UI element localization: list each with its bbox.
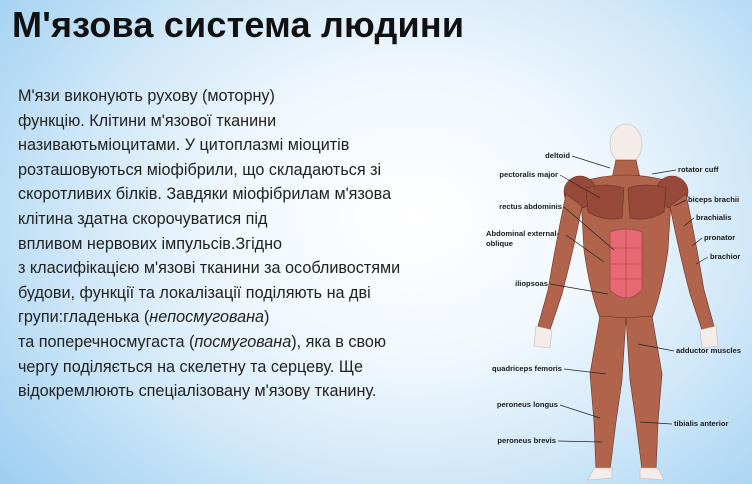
text-line: розташовуються міофібрили, що складаються зі <box>18 160 382 179</box>
text-line: з класифікацією м'язові тканини за особливостями <box>18 259 401 278</box>
right-foot <box>640 468 664 480</box>
left-arm-muscles <box>538 194 582 330</box>
left-leg-muscles <box>590 316 626 470</box>
text-line: відокремлюють спеціалізовану м'язову тканину. <box>18 382 377 401</box>
right-hand <box>700 326 718 348</box>
label-deltoid: deltoid <box>545 151 570 160</box>
label-biceps-brachii: biceps brachii <box>688 195 740 204</box>
muscle-anatomy-figure <box>476 122 752 484</box>
anatomy-diagram <box>476 122 752 484</box>
slide-title: М'язова система людини <box>12 4 465 45</box>
text-line: впливом нервових імпульсів.Згідно <box>18 234 283 253</box>
left-foot <box>588 468 612 480</box>
text-line: функцію. Клітини м'язової тканини <box>18 111 277 130</box>
label-abdominal-oblique: oblique <box>486 239 513 248</box>
text-line <box>18 305 488 330</box>
label-brachialis: brachialis <box>696 213 732 222</box>
text-line: скоротливих білків. Завдяки міофібрилам м'язова <box>18 185 392 204</box>
label-brachioradialis: brachior <box>710 252 741 261</box>
head <box>610 124 642 164</box>
label-peroneus-longus: peroneus longus <box>496 400 558 409</box>
label-iliopsoas: iliopsoas <box>515 279 548 288</box>
text-segment: та поперечносмугаста ( <box>18 332 195 351</box>
body-paragraph <box>18 84 488 404</box>
label-rotator-cuff: rotator cuff <box>678 165 719 174</box>
right-leg-muscles <box>626 316 662 470</box>
label-adductor-muscles: adductor muscles <box>676 346 741 355</box>
label-pronator: pronator <box>704 233 736 242</box>
italic-term: непосмугована <box>149 308 265 327</box>
label-abdominal-external: Abdominal external- <box>486 229 559 238</box>
text-line: чергу поділяється на скелетну та серцеву. Ще <box>18 357 363 376</box>
label-tibialis-anterior: tibialis anterior <box>674 419 729 428</box>
right-pectoral <box>628 185 666 219</box>
text-line: називаютьміоцитами. У цитоплазмі міоцитів <box>18 136 350 155</box>
text-line <box>18 330 488 355</box>
text-segment: ) <box>264 308 270 327</box>
text-line: будови, функції та локалізації поділяють на дві <box>18 283 371 302</box>
label-quadriceps-femoris: quadriceps femoris <box>491 364 562 373</box>
text-segment: групи:гладенька ( <box>18 308 150 327</box>
italic-term: посмугована <box>194 332 292 351</box>
label-pectoralis-major: pectoralis major <box>499 170 558 179</box>
label-rectus-abdominis: rectus abdominis <box>499 202 562 211</box>
left-hand <box>534 326 552 348</box>
left-pectoral <box>586 185 624 219</box>
text-segment: ), яка в свою <box>291 332 387 351</box>
label-peroneus-brevis: peroneus brevis <box>497 436 556 445</box>
text-line: клітина здатна скорочуватися під <box>18 209 268 228</box>
text-line: М'язи виконують рухову (моторну) <box>18 87 275 105</box>
